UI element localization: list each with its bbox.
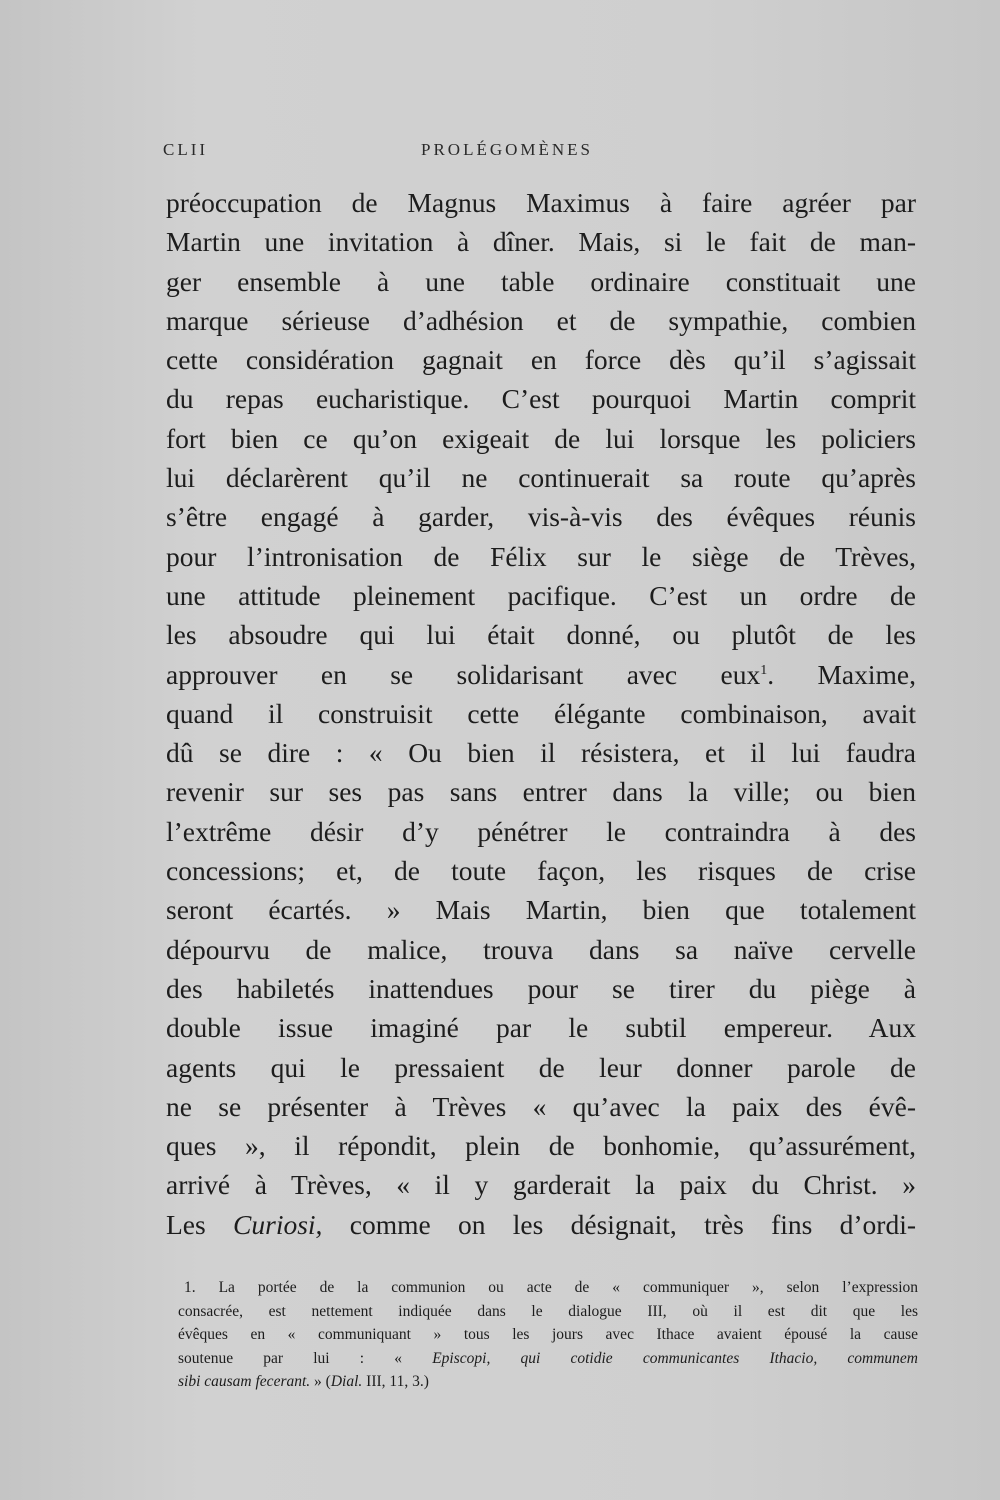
- text-segment: . Maxime,: [767, 658, 916, 690]
- footnote: [178, 1276, 918, 1394]
- text-line: concessions; et, de toute façon, les risques de crise: [166, 855, 916, 887]
- running-head: [163, 140, 883, 164]
- text-line: seront écartés. » Mais Martin, bien que totalement: [166, 894, 916, 926]
- text-line: dépourvu de malice, trouva dans sa naïve cervelle: [166, 933, 916, 965]
- text-line: agents qui le pressaient de leur donner parole de: [166, 1051, 916, 1083]
- text-line: des habiletés inattendues pour se tirer du piège à: [166, 972, 916, 1004]
- text-line: ques », il répondit, plein de bonhomie, qu’assurément,: [166, 1130, 916, 1162]
- text-line: revenir sur ses pas sans entrer dans la ville; ou bien: [166, 776, 916, 808]
- citation-work: Dial.: [330, 1373, 363, 1390]
- text-segment: comme on les désignait, très fins d’ordi-: [349, 1208, 917, 1240]
- text-line-with-italic: [166, 1205, 916, 1244]
- footnote-line: [178, 1276, 918, 1300]
- text-line: marque sérieuse d’adhésion et de sympathie, combien: [166, 304, 916, 336]
- footnote-text: » (: [314, 1373, 331, 1390]
- text-line: pour l’intronisation de Félix sur le siège de Trèves,: [166, 540, 916, 572]
- text-line: lui déclarèrent qu’il ne continuerait sa route qu’après: [166, 462, 916, 494]
- text-line: les absoudre qui lui était donné, ou plutôt de les: [166, 619, 916, 651]
- text-line: l’extrême désir d’y pénétrer le contraindra à des: [166, 815, 916, 847]
- page-number: CLII: [163, 140, 209, 159]
- footnote-line: évêques en « communiquant » tous les jours avec Ithace avaient épousé la cause: [178, 1326, 918, 1343]
- text-line: double issue imaginé par le subtil empereur. Aux: [166, 1012, 916, 1044]
- footnote-text: soutenue par lui : «: [178, 1349, 403, 1367]
- text-line: du repas eucharistique. C’est pourquoi Martin comprit: [166, 383, 916, 415]
- footnote-line: [178, 1347, 918, 1371]
- footnote-text: La portée de la communion ou acte de « communiquer », selon l’expression: [218, 1279, 919, 1296]
- text-segment: approuver en se solidarisant avec eux: [166, 658, 761, 690]
- text-line: fort bien ce qu’on exigeait de lui lorsque les policiers: [166, 422, 916, 454]
- latin-quotation: sibi causam fecerant.: [178, 1373, 311, 1390]
- main-text: [166, 183, 916, 1244]
- text-line: dû se dire : « Ou bien il résistera, et il lui faudra: [166, 737, 916, 769]
- running-title: PROLÉGOMÈNES: [421, 140, 594, 159]
- text-line: cette considération gagnait en force dès qu’il s’agissait: [166, 344, 916, 376]
- footnote-reference: 1: [760, 662, 768, 678]
- text-line: Martin une invitation à dîner. Mais, si le fait de man-: [166, 226, 916, 258]
- citation-reference: III, 11, 3.): [366, 1373, 429, 1390]
- text-line: préoccupation de Magnus Maximus à faire agréer par: [166, 187, 916, 218]
- latin-quotation: Episcopi, qui cotidie communicantes Ithacio, communem: [432, 1349, 919, 1367]
- text-line: ne se présenter à Trèves « qu’avec la paix des évê-: [166, 1090, 916, 1122]
- text-line: une attitude pleinement pacifique. C’est un ordre de: [166, 579, 916, 611]
- text-line: ger ensemble à une table ordinaire constituait une: [166, 265, 916, 297]
- text-line: s’être engagé à garder, vis-à-vis des évêques réunis: [166, 501, 916, 533]
- footnote-marker: 1.: [184, 1279, 196, 1296]
- italic-term: Curiosi,: [233, 1208, 323, 1240]
- text-line: quand il construisit cette élégante combinaison, avait: [166, 697, 916, 729]
- text-line-with-note-ref: [166, 655, 916, 694]
- footnote-line: consacrée, est nettement indiquée dans le dialogue III, où il est dit que les: [178, 1302, 918, 1320]
- text-segment: Les: [166, 1208, 206, 1240]
- text-line: arrivé à Trèves, « il y garderait la paix du Christ. »: [166, 1169, 916, 1201]
- footnote-line: [178, 1370, 918, 1394]
